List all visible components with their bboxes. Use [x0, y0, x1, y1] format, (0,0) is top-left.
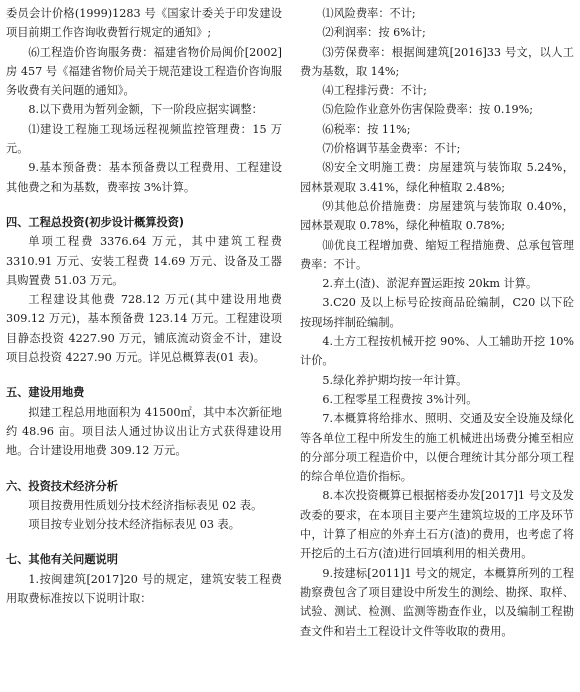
- right-column: [300, 4, 574, 641]
- paragraph: 2.弃土(渣)、淤泥弃置运距按 20km 计算。: [322, 277, 538, 291]
- list-item: ⑷工程排污费：不计;: [322, 84, 427, 98]
- list-item: ⑶劳保费率：根据闽建筑[2016]33 号文，以人工费为基数，取 14%;: [300, 45, 574, 78]
- list-item: ⑼其他总价措施费：房屋建筑与装饰取 0.40%，园林景观取 0.78%，绿化种植取 0.78%;: [300, 199, 574, 233]
- left-column: [6, 4, 282, 608]
- list-item: ⑻安全文明施工费：房屋建筑与装饰取 5.24%，园林景观取 3.41%，绿化种植取 2.48%;: [300, 161, 574, 194]
- paragraph: 4.土方工程按机械开挖 90%、人工辅助开挖 10%计价。: [300, 335, 574, 368]
- paragraph: ⑴建设工程施工现场远程视频监控管理费：15 万元。: [6, 122, 282, 156]
- section-heading-4: 四、工程总投资(初步设计概算投资): [6, 215, 185, 229]
- list-item: ⑹税率：按 11%;: [322, 122, 411, 136]
- paragraph: 8.以下费用为暂列金额，下一阶段应据实调整：: [28, 103, 263, 117]
- paragraph: 委员会计价格(1999)1283 号《国家计委关于印发建设项目前期工作咨询收费暂行规定的通知》;: [6, 7, 282, 40]
- paragraph: 拟建工程总用地面积为 41500㎡，其中本次新征地约 48.96 亩。项目法人通过协议出让方式获得建设用地。合计建设用地费 309.12 万元。: [6, 405, 282, 458]
- section-heading-6: 六、投资技术经济分析: [6, 479, 118, 493]
- paragraph: 单项工程费 3376.64 万元，其中建筑工程费 3310.91 万元、安装工程费 14.69 万元、设备及工器具购置费 51.03 万元。: [6, 235, 282, 287]
- paragraph: 3.C20 及以上标号砼按商品砼编制，C20 以下砼按现场拌制砼编制。: [300, 296, 574, 329]
- list-item: ⑽优良工程增加费、缩短工程措施费、总承包管理费率：不计。: [300, 238, 574, 271]
- paragraph: 8.本次投资概算已根据榕委办发[2017]1 号文及发改委的要求，在本项目主要产生建筑垃圾的工序及环节中，计算了相应的外弃土石方(渣)的费用，也考虑了将开挖后的土石方(渣)进行回填利用的相关费用。: [300, 489, 574, 561]
- paragraph: 项目按费用性质划分技术经济指标表见 02 表。: [28, 498, 263, 512]
- paragraph: 5.绿化养护期均按一年计算。: [322, 373, 468, 387]
- paragraph: 工程建设其他费 728.12 万元(其中建设用地费 309.12 万元)，基本预备费 123.14 万元。工程建设项目静态投资 4227.90 万元，铺底流动资金不计，建设项目总投资 4227.90 万元。详见总概算表(01 表)。: [6, 293, 282, 365]
- list-item: ⑵利润率：按 6%计;: [322, 26, 426, 40]
- paragraph: 9.基本预备费：基本预备费以工程费用、工程建设其他费之和为基数，费率按 3%计算。: [6, 161, 282, 194]
- list-item: ⑺价格调节基金费率：不计;: [322, 142, 461, 156]
- paragraph: 7.本概算将给排水、照明、交通及安全设施及绿化等各单位工程中所发生的施工机械进出场费分摊至相应的分部分项工程造价中，以便合理统计其分部分项工程的综合单位造价指标。: [300, 412, 574, 484]
- section-heading-5: 五、建设用地费: [6, 386, 85, 400]
- paragraph: 9.按建标[2011]1 号文的规定，本概算所列的工程勘察费包含了项目建设中所发生的测绘、勘探、取样、试验、测试、检测、监测等勘查作业，以及编制工程勘查文件和岩土工程设计文件等收取的费用。: [300, 566, 574, 638]
- paragraph: 项目按专业划分技术经济指标表见 03 表。: [28, 518, 240, 532]
- list-item: ⑸危险作业意外伤害保险费率：按 0.19%;: [322, 103, 534, 117]
- list-item: ⑴风险费率：不计;: [322, 7, 416, 20]
- paragraph: 6.工程零星工程费按 3%计列。: [322, 392, 478, 406]
- paragraph: 1.按闽建筑[2017]20 号的规定，建筑安装工程费用取费标准按以下说明计取：: [6, 572, 282, 606]
- paragraph: ⑹工程造价咨询服务费：福建省物价局闽价[2002]房 457 号《福建省物价局关于规范建设工程造价咨询服务收费有关问题的通知》。: [6, 45, 282, 98]
- section-heading-7: 七、其他有关问题说明: [6, 553, 118, 567]
